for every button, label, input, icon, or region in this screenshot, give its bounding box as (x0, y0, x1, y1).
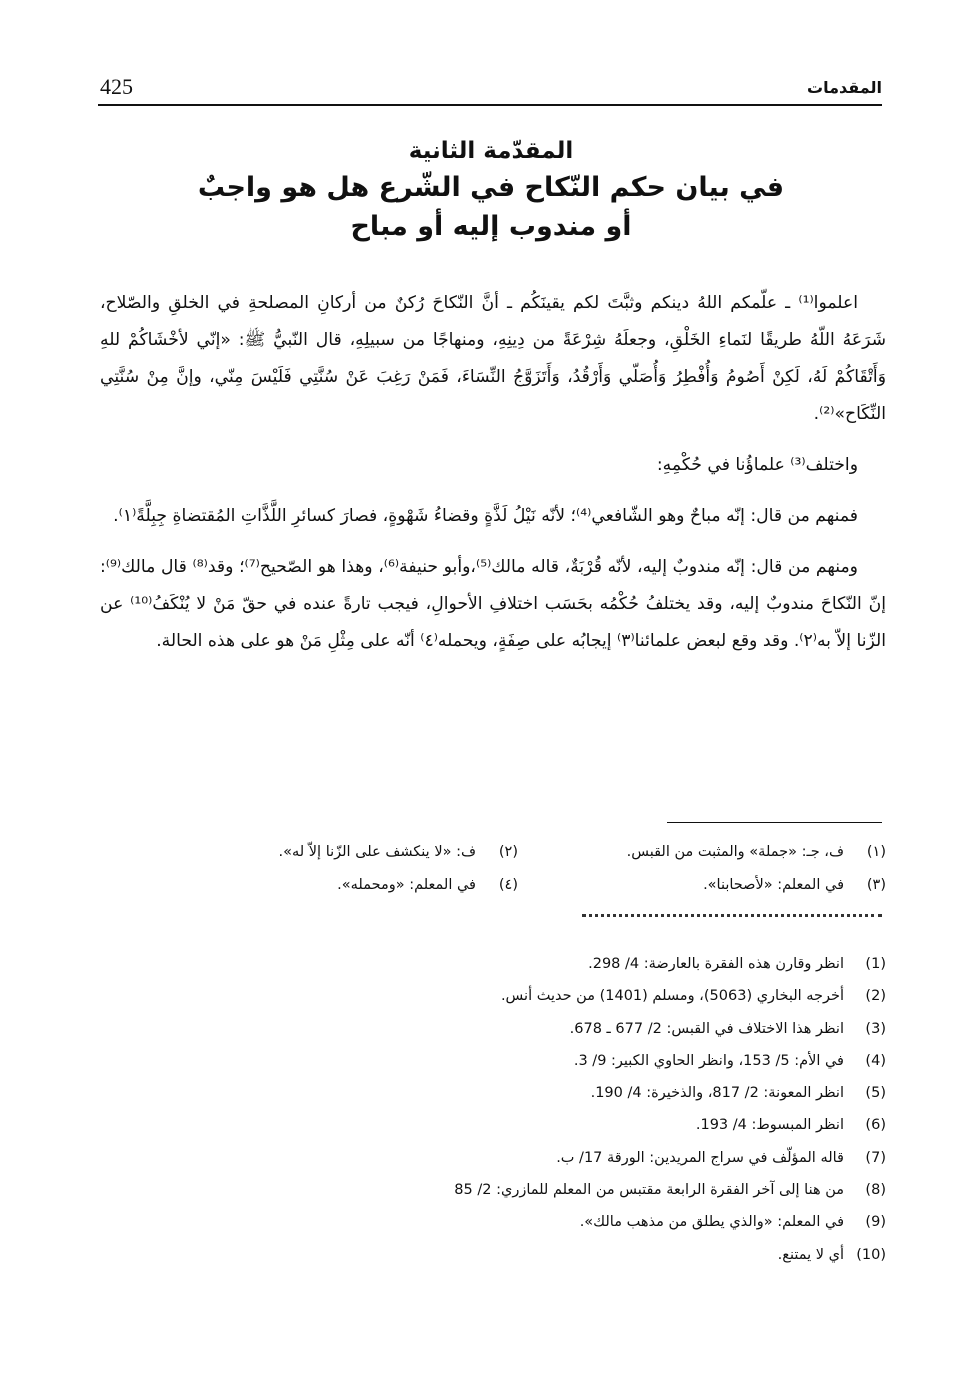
dotted-separator (582, 914, 882, 917)
paragraph-3: فمنهم من قال: إنّه مباحٌ وهو الشّافعي⁽⁴⁾؛ لأنّه نَيْلُ لَذَّةٍ وقضاءُ شَهْوةٍ، فصارَ كسائرِ اللَّذَّاتِ المُقتضاةِ جِبِلَّةً⁽١⁾. (113, 506, 858, 526)
footnote-number: (10) (856, 1246, 886, 1263)
title-line-3: أو مندوب إليه أو مباح (350, 211, 632, 243)
footnote-item (150, 1142, 886, 1174)
footnotes (150, 948, 886, 1271)
footnote-text: انظر هذا الاختلاف في القبس: 2/ 677 ـ 678. (569, 1020, 844, 1037)
footnote-item (150, 1045, 886, 1077)
footnote-number: (5) (865, 1085, 886, 1102)
chapter-title (120, 135, 862, 247)
header-rule (98, 104, 882, 106)
title-line-1: المقدّمة الثانية (408, 138, 574, 164)
footnote-text: في المعلم: «والذي يطلق من مذهب مالك». (579, 1214, 844, 1231)
running-head: المقدمات (807, 77, 882, 97)
footnote-text: انظر المعونة: 2/ 817، والذخيرة: 4/ 190. (590, 1085, 844, 1102)
footnote-item (150, 980, 886, 1012)
footnote-item (150, 1109, 886, 1141)
footnote-text: في الأم: 5/ 153، وانظر الحاوي الكبير: 9/ 3. (573, 1052, 844, 1069)
variant-note (150, 836, 518, 869)
variant-note-number: (١) (866, 844, 886, 860)
footnote-item (150, 948, 886, 980)
footnote-number: (6) (865, 1117, 886, 1134)
variant-note (150, 869, 518, 902)
variant-note-text: في المعلم: «ومحمله». (337, 877, 476, 893)
variant-notes-row (150, 836, 886, 869)
footnote-number: (1) (865, 956, 886, 972)
variant-notes-row (150, 869, 886, 902)
variant-note (518, 869, 886, 902)
variant-notes (150, 836, 886, 902)
page-header (100, 72, 882, 102)
footnote-number: (7) (865, 1149, 886, 1166)
footnote-item (150, 1174, 886, 1206)
paragraph-2: واختلف⁽³⁾ علماؤُنا في حُكْمِهِ: (656, 455, 858, 475)
page-number: 425 (100, 74, 133, 99)
footnote-number: (8) (865, 1182, 886, 1199)
footnote-item (150, 1239, 886, 1271)
footnote-number: (4) (865, 1052, 886, 1069)
footnote-number: (3) (865, 1020, 886, 1037)
main-text (100, 285, 886, 674)
footnote-rule (667, 822, 882, 823)
footnote-item (150, 1077, 886, 1109)
variant-note-number: (٤) (498, 877, 518, 893)
variant-note (518, 836, 886, 869)
paragraph-1: اعلموا⁽¹⁾ ـ علّمكم اللهُ دينكم وثبَّتَ لكم يقينَكُم ـ أنَّ النّكاحَ رُكنٌ من أركانِ المصلحةِ في الخلقِ والصّلاح، شَرَعَهُ اللّهُ طريقًا لنَماءِ الخَلْقِ، وجعلَهُ شِرْعَةً من دِينِهِ، ومنهاجًا من سبيلِهِ، قال النّبيُّ ﷺ: «إنّي لأخْشَاكُمْ للهِ وَأَتْقَاكُمْ لَهُ، لَكِنْ أَصُومُ وَأُفْطِرُ وَأُصَلّي وَأَرْقُدُ، وَأَتَزَوَّجُ النِّسَاءَ، فَمَنْ رَغِبَ عَنْ سُنَّتِي فَلَيْسَ مِنّي، وإنَّ مِنْ سُنَّتِي النِّكَاح»⁽²⁾. (100, 293, 886, 424)
variant-note-number: (٣) (866, 877, 886, 893)
footnote-text: أخرجه البخاري (5063)، ومسلم (1401) من حديث أنس. (500, 988, 844, 1005)
variant-note-text: ف، جـ: «جملة» والمثبت من القبس. (626, 844, 844, 860)
title-line-2: في بيان حكم النّكاح في الشّرع هل هو واجبٌ (197, 172, 785, 204)
footnote-number: (2) (865, 988, 886, 1005)
footnote-item (150, 1013, 886, 1045)
variant-note-number: (٢) (498, 844, 518, 860)
footnote-text: انظر وقارن هذه الفقرة بالعارضة: 4/ 298. (588, 956, 844, 972)
footnote-number: (9) (865, 1214, 886, 1231)
footnote-text: أي لا يمتنع. (777, 1246, 844, 1263)
paragraph-4: ومنهم من قال: إنّه مندوبٌ إليه، لأنّه قُرْبَةٌ، قاله مالك⁽⁵⁾،وأبو حنيفة⁽⁶⁾، وهذا هو الصّحيح⁽⁷⁾؛ وقد⁽⁸⁾ قال مالك⁽⁹⁾: إنّ النّكاحَ مندوبٌ إليه، وقد يختلفُ حُكْمُه بحَسَب اختلافِ الأحوالِ، فيجب تارةً عنده في حقّ مَنْ لا يُنْكَفُ⁽¹⁰⁾ عن الزّنا إلاّ به⁽٢⁾. وقد وقع لبعض علمائنا⁽٣⁾ إيجابُه على صِفَةٍ، ويحمله⁽٤⁾ أنّه على مِثْلِ مَنْ هو على هذه الحالة. (100, 557, 886, 651)
footnote-text: قاله المؤلّف في سراج المريدين: الورقة 17/ ب. (556, 1149, 844, 1166)
footnote-item (150, 1206, 886, 1238)
footnote-text: من هنا إلى آخر الفقرة الرابعة مقتبس من المعلم للمازري: 2/ 85 (454, 1182, 844, 1199)
variant-note-text: في المعلم: «لأصحابنا». (703, 877, 844, 893)
footnote-text: انظر المبسوط: 4/ 193. (695, 1117, 844, 1134)
variant-note-text: ف: «لا ينكشف على الزّنا إلاّ له». (278, 844, 476, 860)
